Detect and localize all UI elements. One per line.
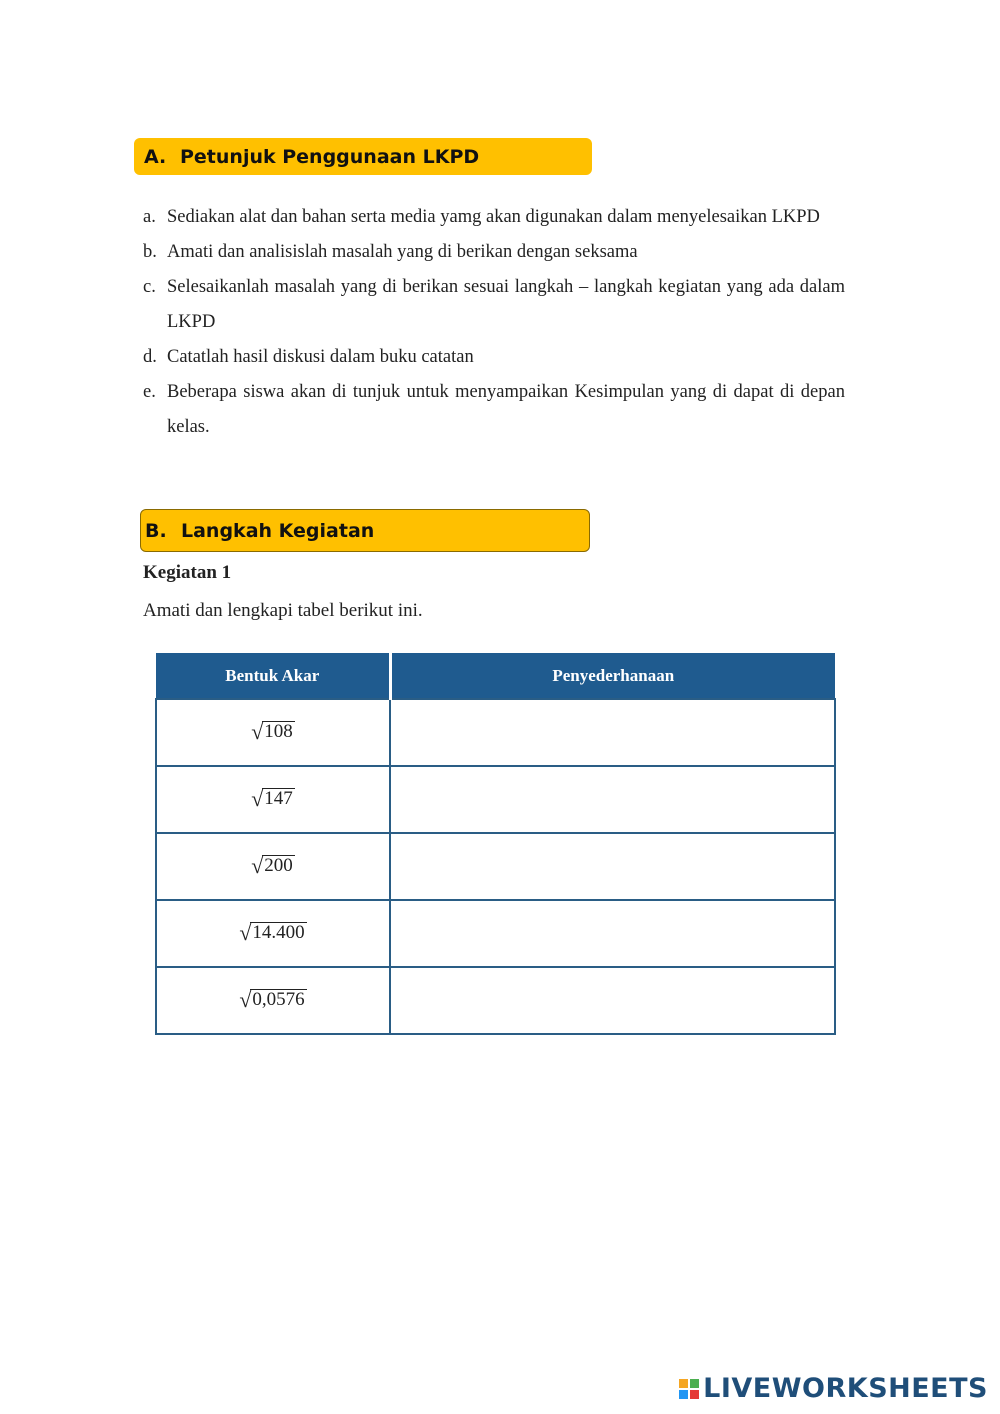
instruction-marker: d. [143, 347, 157, 367]
sqrt-expression [239, 919, 306, 945]
sqrt-symbol-icon: √ [251, 718, 264, 744]
sqrt-expression [251, 852, 295, 878]
akar-cell [156, 699, 390, 766]
instruction-list [143, 200, 845, 445]
akar-cell [156, 833, 390, 900]
instruction-item [143, 200, 845, 235]
instruction-text: Catatlah hasil diskusi dalam buku catatan [167, 347, 474, 367]
table-row [156, 766, 835, 833]
instruction-text: Beberapa siswa akan di tunjuk untuk menyampaikan Kesimpulan yang di dapat di depan kelas. [167, 382, 845, 437]
answer-cell[interactable] [390, 833, 835, 900]
instruction-item [143, 235, 845, 270]
radicand: 200 [264, 854, 293, 876]
table-row [156, 699, 835, 766]
header-penyederhanaan: Penyederhanaan [390, 653, 835, 699]
kegiatan-title: Kegiatan 1 [143, 562, 232, 583]
sqrt-symbol-icon: √ [251, 785, 264, 811]
liveworksheets-logo [679, 1373, 988, 1404]
instruction-text: Amati dan analisislah masalah yang di berikan dengan seksama [167, 242, 638, 262]
radicand: 0,0576 [252, 988, 305, 1010]
kegiatan-description: Amati dan lengkapi tabel berikut ini. [143, 600, 423, 621]
instruction-text: Sediakan alat dan bahan serta media yamg akan digunakan dalam menyelesaikan LKPD [167, 207, 820, 227]
sqrt-symbol-icon: √ [251, 852, 264, 878]
logo-text: LIVEWORKSHEETS [703, 1373, 988, 1404]
section-b-title: Langkah Kegiatan [181, 519, 375, 542]
instruction-text: Selesaikanlah masalah yang di berikan sesuai langkah – langkah kegiatan yang ada dalam LKPD [167, 277, 845, 332]
sqrt-expression [251, 785, 295, 811]
answer-cell[interactable] [390, 699, 835, 766]
radicand: 147 [264, 787, 293, 809]
table-row [156, 900, 835, 967]
sqrt-expression [239, 986, 306, 1012]
table-header-row [156, 653, 835, 699]
section-b-header [140, 509, 590, 552]
instruction-item [143, 270, 845, 340]
section-b-letter: B. [145, 519, 167, 542]
akar-table [155, 653, 836, 1035]
section-a-letter: A. [144, 145, 167, 168]
answer-cell[interactable] [390, 967, 835, 1034]
sqrt-symbol-icon: √ [239, 919, 252, 945]
table-row [156, 833, 835, 900]
section-a-header [134, 138, 592, 175]
sqrt-symbol-icon: √ [239, 986, 252, 1012]
akar-cell [156, 967, 390, 1034]
instruction-marker: b. [143, 242, 157, 262]
answer-cell[interactable] [390, 900, 835, 967]
instruction-marker: c. [143, 277, 156, 297]
instruction-item [143, 340, 845, 375]
instruction-marker: a. [143, 207, 156, 227]
instruction-marker: e. [143, 382, 156, 402]
akar-cell [156, 766, 390, 833]
radicand: 14.400 [252, 921, 305, 943]
answer-cell[interactable] [390, 766, 835, 833]
akar-cell [156, 900, 390, 967]
instruction-item [143, 375, 845, 445]
section-a-title: Petunjuk Penggunaan LKPD [180, 145, 480, 168]
table-row [156, 967, 835, 1034]
radicand: 108 [264, 720, 293, 742]
sqrt-expression [251, 718, 295, 744]
header-bentuk-akar: Bentuk Akar [156, 653, 390, 699]
liveworksheets-logo-icon [679, 1379, 699, 1399]
